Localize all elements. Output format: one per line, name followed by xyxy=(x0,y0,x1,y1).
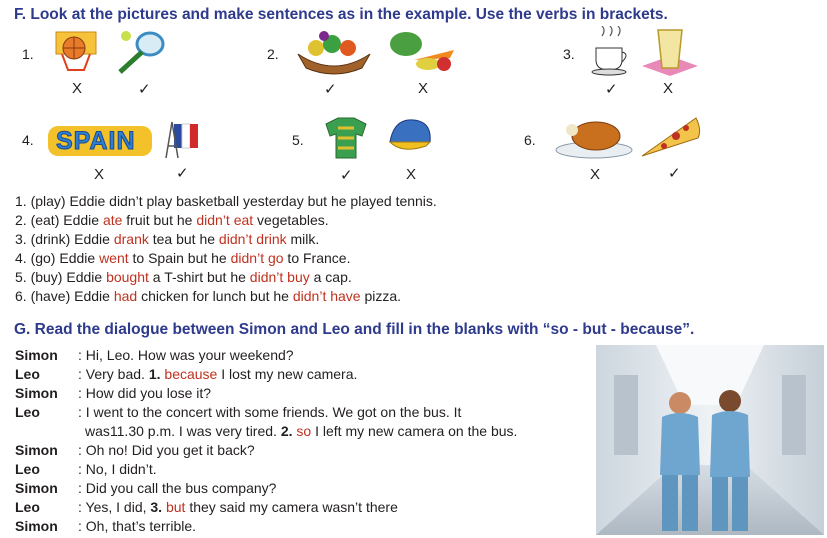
cross-mark: X xyxy=(94,166,105,183)
sentence-2: 2. (eat) Eddie ate fruit but he didn’t eat vegetables. xyxy=(15,212,329,228)
cross-mark: X xyxy=(418,80,429,97)
milk-glass-icon xyxy=(638,26,702,78)
dialogue-line: : No, I didn’t. xyxy=(78,461,157,477)
dialogue-line: : Very bad. 1. because I lost my new camera. xyxy=(78,366,358,382)
check-mark: ✓ xyxy=(668,165,681,182)
speaker-label: Leo xyxy=(15,499,40,515)
sentence-6: 6. (have) Eddie had chicken for lunch but he didn’t have pizza. xyxy=(15,288,402,304)
check-mark: ✓ xyxy=(340,167,353,184)
section-f-title: F. Look at the pictures and make sentences as in the example. Use the verbs in brackets. xyxy=(14,6,668,23)
cap-icon xyxy=(380,112,440,162)
cross-mark: X xyxy=(406,166,417,183)
tennis-racket-icon xyxy=(112,28,170,76)
tshirt-icon xyxy=(318,114,374,162)
pizza-slice-icon xyxy=(636,112,706,162)
section-g-title: G. Read the dialogue between Simon and Leo and fill in the blanks with “so - but - because”. xyxy=(14,321,695,338)
item-number: 2. xyxy=(267,46,279,62)
sentence-4: 4. (go) Eddie went to Spain but he didn’t go to France. xyxy=(15,250,351,266)
dialogue-line: : Oh, that’s terrible. xyxy=(78,518,197,534)
sentence-1: 1. (play) Eddie didn’t play basketball yesterday but he played tennis. xyxy=(15,193,437,209)
check-mark: ✓ xyxy=(605,81,618,98)
speaker-label: Leo xyxy=(15,366,40,382)
item-number: 5. xyxy=(292,132,304,148)
item-number: 6. xyxy=(524,132,536,148)
chicken-plate-icon xyxy=(552,116,636,160)
speaker-label: Simon xyxy=(15,518,58,534)
france-eiffel-icon xyxy=(160,118,204,162)
item-number: 1. xyxy=(22,46,34,62)
dialogue-line: : Yes, I did, 3. but they said my camera wasn’t there xyxy=(78,499,398,515)
speaker-label: Leo xyxy=(15,461,40,477)
speaker-label: Leo xyxy=(15,404,40,420)
dialogue-line: : How did you lose it? xyxy=(78,385,212,401)
spain-sign-icon: SPAIN xyxy=(48,120,156,160)
tea-cup-icon xyxy=(590,26,632,78)
vegetables-icon xyxy=(384,28,462,76)
fruit-basket-icon xyxy=(294,28,374,76)
sentence-3: 3. (drink) Eddie drank tea but he didn’t drink milk. xyxy=(15,231,320,247)
check-mark: ✓ xyxy=(324,81,337,98)
speaker-label: Simon xyxy=(15,347,58,363)
dialogue-line: was11.30 p.m. I was very tired. 2. so I left my new camera on the bus. xyxy=(85,423,518,439)
dialogue-line: : I went to the concert with some friends. We got on the bus. It xyxy=(78,404,462,420)
speaker-label: Simon xyxy=(15,442,58,458)
check-mark: ✓ xyxy=(138,81,151,98)
dialogue-line: : Oh no! Did you get it back? xyxy=(78,442,255,458)
dialogue-line: : Hi, Leo. How was your weekend? xyxy=(78,347,294,363)
speaker-label: Simon xyxy=(15,480,58,496)
cross-mark: X xyxy=(663,80,674,97)
check-mark: ✓ xyxy=(176,165,189,182)
sentence-5: 5. (buy) Eddie bought a T-shirt but he didn’t buy a cap. xyxy=(15,269,352,285)
item-number: 4. xyxy=(22,132,34,148)
item-number: 3. xyxy=(563,46,575,62)
speaker-label: Simon xyxy=(15,385,58,401)
dialogue-line: : Did you call the bus company? xyxy=(78,480,277,496)
cross-mark: X xyxy=(590,166,601,183)
two-men-in-scrubs-hallway-photo xyxy=(596,345,824,535)
basketball-icon xyxy=(48,28,108,76)
cross-mark: X xyxy=(72,80,83,97)
